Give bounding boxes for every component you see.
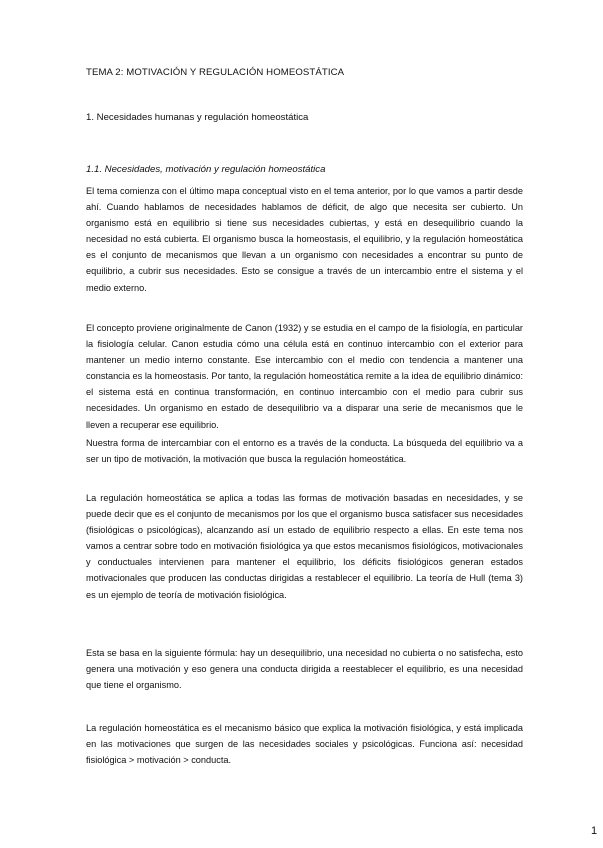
paragraph-2: El concepto proviene originalmente de Canon (1932) y se estudia en el campo de la fisiología, en particular la fisiología celular. Canon estudia cómo una célula está en continuo intercambio con el exterior para mantener un medio interno constante. Ese intercambio con el medio con tendencia a mantener una constancia es la homeostasis. Por tanto, la regulación homeostática remite a la idea de equilibrio dinámico: el sistema está en continua transformación, en continuo intercambio con el medio para cubrir sus necesidades. Un organismo en estado de desequilibrio va a disparar una serie de mecanismos que le lleven a recuperar ese equilibrio. (86, 323, 523, 430)
paragraph-1: El tema comienza con el último mapa conceptual visto en el tema anterior, por lo que vamos a partir desde ahí. Cuando hablamos de necesidades hablamos de déficit, de algo que necesita ser cubierto. Un organismo está en equilibrio si tiene sus necesidades cubiertas, y está en desequilibrio cuando la necesidad no está cubierta. El organismo busca la homeostasis, el equilibrio, y la regulación homeostática es el conjunto de mecanismos que llevan a un organismo con necesidades a encontrar su punto de equilibrio, a cubrir sus necesidades. Esto se consigue a través de un intercambio entre el sistema y el medio externo. (86, 186, 523, 293)
section-heading: 1. Necesidades humanas y regulación homeostática (86, 112, 309, 123)
paragraph-5: Esta se basa en la siguiente fórmula: hay un desequilibrio, una necesidad no cubierta o no satisfecha, esto genera una motivación y eso genera una conducta dirigida a reestablecer el equilibrio, es una necesidad que tiene el organismo. (86, 648, 523, 691)
page-title: TEMA 2: MOTIVACIÓN Y REGULACIÓN HOMEOSTÁTICA (86, 67, 345, 78)
paragraph-3: Nuestra forma de intercambiar con el entorno es a través de la conducta. La búsqueda del equilibrio va a ser un tipo de motivación, la motivación que busca la regulación homeostática. (86, 438, 523, 465)
page-number: 1 (591, 825, 598, 837)
subsection-heading: 1.1. Necesidades, motivación y regulación homeostática (86, 164, 326, 175)
paragraph-6: La regulación homeostática es el mecanismo básico que explica la motivación fisiológica, y está implicada en las motivaciones que surgen de las necesidades sociales y psicológicas. Funciona así: necesidad fisiológica > motivación > conducta. (86, 723, 523, 766)
paragraph-4: La regulación homeostática se aplica a todas las formas de motivación basadas en necesidades, y se puede decir que es el conjunto de mecanismos por los que el organismo busca satisfacer sus necesidades (fisiológicas o psicológicas), alcanzando así un estado de equilibrio respecto a ellas. En este tema nos vamos a centrar sobre todo en motivación fisiológica ya que estos mecanismos fisiológicos, motivacionales y conductuales intervienen para mantener el equilibrio, los déficits fisiológicos generan estados motivacionales que producen las conductas dirigidas a restablecer el equilibrio. La teoría de Hull (tema 3) es un ejemplo de teoría de motivación fisiológica. (86, 493, 523, 600)
